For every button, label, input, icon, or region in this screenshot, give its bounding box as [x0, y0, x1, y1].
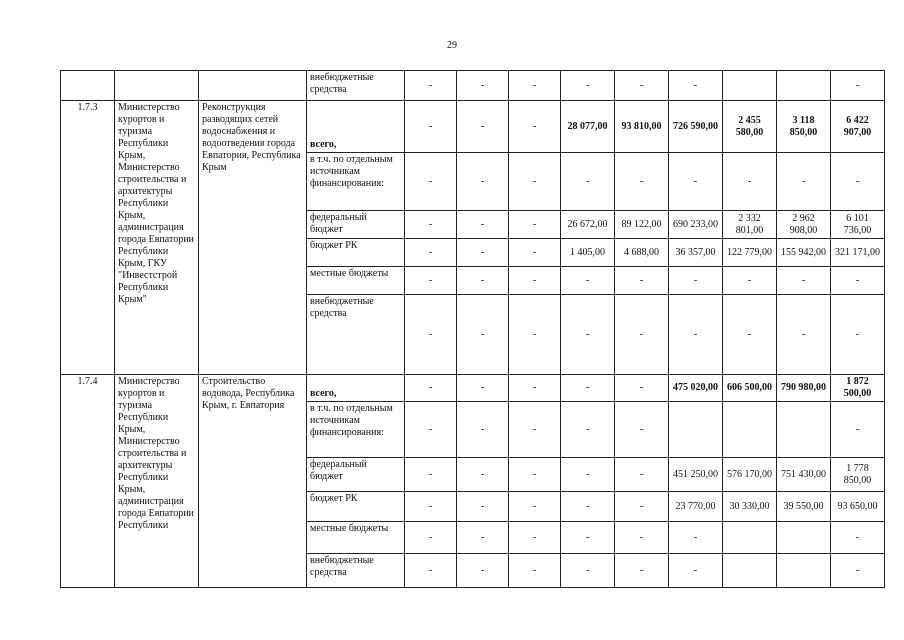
value-cell	[777, 402, 831, 458]
value-cell: -	[509, 239, 561, 267]
source-label-cell: бюджет РК	[307, 239, 405, 267]
value-cell: -	[561, 492, 615, 522]
value-cell: -	[831, 522, 885, 554]
value-cell: -	[405, 375, 457, 402]
source-label-cell: бюджет РК	[307, 492, 405, 522]
value-cell: 122 779,00	[723, 239, 777, 267]
value-cell: -	[457, 554, 509, 588]
value-cell: -	[831, 71, 885, 101]
value-cell: 726 590,00	[669, 101, 723, 153]
source-label-cell: всего,	[307, 375, 405, 402]
value-cell: 89 122,00	[615, 211, 669, 239]
executor-cell: Министерство курортов и туризма Республики Крым, Министерство строительства и архитектуры Республики Крым, администрация города Евпатории Республики	[115, 375, 199, 588]
value-cell: -	[561, 402, 615, 458]
value-cell: 1 405,00	[561, 239, 615, 267]
value-cell: -	[615, 295, 669, 375]
value-cell: -	[831, 402, 885, 458]
source-label-cell: местные бюджеты	[307, 267, 405, 295]
value-cell: -	[615, 153, 669, 211]
executor-cell: Министерство курортов и туризма Республики Крым, Министерство строительства и архитектуры Республики Крым, администрация города Евпатории Республики Крым, ГКУ "Инвестстрой Республики Крым"	[115, 101, 199, 375]
value-cell: -	[669, 71, 723, 101]
value-cell: -	[615, 458, 669, 492]
value-cell: -	[669, 295, 723, 375]
value-cell: 451 250,00	[669, 458, 723, 492]
value-cell: -	[405, 295, 457, 375]
value-cell: 751 430,00	[777, 458, 831, 492]
value-cell: 790 980,00	[777, 375, 831, 402]
value-cell: 3 118 850,00	[777, 101, 831, 153]
value-cell	[777, 522, 831, 554]
value-cell: -	[509, 211, 561, 239]
table-row	[61, 101, 885, 153]
value-cell: 1 778 850,00	[831, 458, 885, 492]
value-cell: 28 077,00	[561, 101, 615, 153]
value-cell: -	[509, 522, 561, 554]
value-cell: -	[405, 522, 457, 554]
value-cell: -	[831, 153, 885, 211]
value-cell: -	[561, 153, 615, 211]
value-cell: 2 962 908,00	[777, 211, 831, 239]
executor-cell	[115, 71, 199, 101]
value-cell: -	[457, 375, 509, 402]
value-cell: -	[405, 267, 457, 295]
value-cell: 606 500,00	[723, 375, 777, 402]
value-cell: -	[405, 101, 457, 153]
value-cell: -	[777, 267, 831, 295]
value-cell: 6 422 907,00	[831, 101, 885, 153]
value-cell: 1 872 500,00	[831, 375, 885, 402]
value-cell: -	[405, 71, 457, 101]
value-cell: -	[457, 522, 509, 554]
source-label-cell: внебюджетные средства	[307, 295, 405, 375]
value-cell: 6 101 736,00	[831, 211, 885, 239]
value-cell: -	[561, 375, 615, 402]
value-cell: -	[457, 492, 509, 522]
budget-table	[60, 70, 885, 588]
value-cell: -	[615, 402, 669, 458]
value-cell: -	[457, 458, 509, 492]
value-cell: -	[405, 153, 457, 211]
value-cell: -	[457, 153, 509, 211]
value-cell: -	[405, 239, 457, 267]
value-cell: 26 672,00	[561, 211, 615, 239]
value-cell: -	[831, 295, 885, 375]
value-cell: -	[457, 402, 509, 458]
value-cell: 155 942,00	[777, 239, 831, 267]
source-label-cell: федеральный бюджет	[307, 211, 405, 239]
source-label-cell: в т.ч. по отдельным источникам финансирования:	[307, 153, 405, 211]
value-cell: -	[457, 267, 509, 295]
value-cell: -	[561, 71, 615, 101]
value-cell: -	[723, 295, 777, 375]
value-cell: 2 455 580,00	[723, 101, 777, 153]
value-cell: -	[669, 153, 723, 211]
value-cell	[723, 554, 777, 588]
value-cell: 690 233,00	[669, 211, 723, 239]
value-cell: -	[509, 101, 561, 153]
value-cell: -	[457, 239, 509, 267]
value-cell: -	[615, 71, 669, 101]
value-cell: -	[561, 295, 615, 375]
value-cell: -	[457, 71, 509, 101]
value-cell: -	[405, 211, 457, 239]
value-cell: -	[615, 375, 669, 402]
value-cell: -	[615, 492, 669, 522]
table-row	[61, 71, 885, 101]
value-cell: -	[723, 153, 777, 211]
value-cell: -	[457, 211, 509, 239]
page-number: 29	[447, 40, 457, 51]
value-cell: -	[669, 522, 723, 554]
value-cell: 2 332 801,00	[723, 211, 777, 239]
source-label-cell: в т.ч. по отдельным источникам финансирования:	[307, 402, 405, 458]
value-cell: -	[509, 402, 561, 458]
value-cell: -	[669, 267, 723, 295]
table-row	[61, 375, 885, 402]
value-cell: -	[509, 153, 561, 211]
value-cell: -	[723, 267, 777, 295]
value-cell: -	[405, 554, 457, 588]
value-cell: 30 330,00	[723, 492, 777, 522]
value-cell: -	[777, 295, 831, 375]
source-label-cell: внебюджетные средства	[307, 554, 405, 588]
source-label-cell: местные бюджеты	[307, 522, 405, 554]
project-cell: Реконструкция разводящих сетей водоснабжения и водоотведения города Евпатория, Республика Крым	[199, 101, 307, 375]
value-cell: -	[457, 101, 509, 153]
value-cell: -	[561, 458, 615, 492]
value-cell: 475 020,00	[669, 375, 723, 402]
value-cell: -	[831, 267, 885, 295]
value-cell: -	[509, 458, 561, 492]
source-label-cell: федеральный бюджет	[307, 458, 405, 492]
source-label-cell: внебюджетные средства	[307, 71, 405, 101]
value-cell: -	[405, 402, 457, 458]
number-cell: 1.7.3	[61, 101, 115, 375]
value-cell: -	[509, 295, 561, 375]
value-cell: -	[561, 267, 615, 295]
value-cell: 36 357,00	[669, 239, 723, 267]
value-cell: 321 171,00	[831, 239, 885, 267]
value-cell	[723, 71, 777, 101]
value-cell	[723, 522, 777, 554]
number-cell	[61, 71, 115, 101]
value-cell	[669, 402, 723, 458]
value-cell: -	[831, 554, 885, 588]
table-body	[61, 71, 885, 588]
value-cell: -	[509, 492, 561, 522]
value-cell: -	[509, 267, 561, 295]
value-cell: -	[669, 554, 723, 588]
value-cell: 93 650,00	[831, 492, 885, 522]
value-cell	[723, 402, 777, 458]
value-cell: -	[457, 295, 509, 375]
project-cell: Строительство водовода, Республика Крым, г. Евпатория	[199, 375, 307, 588]
value-cell: 39 550,00	[777, 492, 831, 522]
value-cell	[777, 71, 831, 101]
value-cell	[777, 554, 831, 588]
number-cell: 1.7.4	[61, 375, 115, 588]
value-cell: -	[509, 71, 561, 101]
value-cell: -	[777, 153, 831, 211]
value-cell: -	[405, 492, 457, 522]
value-cell: 23 770,00	[669, 492, 723, 522]
value-cell: 93 810,00	[615, 101, 669, 153]
value-cell: -	[561, 554, 615, 588]
value-cell: -	[615, 554, 669, 588]
value-cell: -	[509, 375, 561, 402]
source-label-cell: всего,	[307, 101, 405, 153]
value-cell: 576 170,00	[723, 458, 777, 492]
value-cell: 4 688,00	[615, 239, 669, 267]
value-cell: -	[405, 458, 457, 492]
value-cell: -	[509, 554, 561, 588]
project-cell	[199, 71, 307, 101]
value-cell: -	[561, 522, 615, 554]
value-cell: -	[615, 522, 669, 554]
value-cell: -	[615, 267, 669, 295]
